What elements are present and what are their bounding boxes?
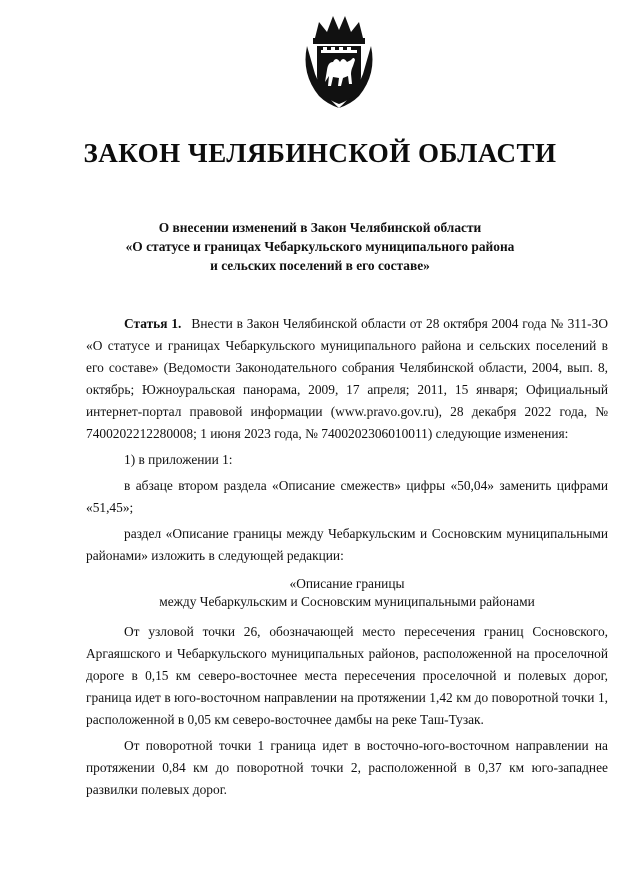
- subtitle-line: «О статусе и границах Чебаркульского муниципального района: [125, 239, 515, 254]
- body-paragraph: в абзаце втором раздела «Описание смежеств» цифры «50,04» заменить цифрами «51,45»;: [86, 478, 608, 515]
- law-subtitle: [60, 218, 580, 275]
- section-heading-line: «Описание границы: [289, 576, 405, 591]
- subtitle-line: и сельских поселений в его составе»: [210, 258, 430, 273]
- body-paragraph: От узловой точки 26, обозначающей место пересечения границ Сосновского, Аргаяшского и Чебаркульского муниципальных районов, расположенной на проселочной дороге в 0,15 км северо-восточнее места пересечения проселочной и полевых дорог, граница идет в юго-восточном направлении на протяжении 1,42 км до поворотной точки 1, расположенной в 0,05 км северо-восточнее дамбы на реке Таш-Тузак.: [86, 624, 608, 727]
- article-label: Статья 1.: [124, 316, 182, 331]
- document-body: [86, 313, 608, 805]
- list-item: 1) в приложении 1:: [124, 452, 233, 467]
- section-heading: [86, 575, 608, 611]
- chelyabinsk-coat-of-arms-icon: [297, 12, 381, 112]
- section-heading-line: между Чебаркульским и Сосновским муниципальными районами: [159, 594, 535, 609]
- article-intro-text: Внести в Закон Челябинской области от 28 октября 2004 года № 311-ЗО «О статусе и границах Чебаркульского муниципального района и сельских поселений в его составе» (Ведомости Законодательного собрания Челябинской области, 2004, вып. 8, октябрь; Южноуральская панорама, 2009, 17 апреля; 2011, 15 января; Официальный интернет-портал правовой информации (www.pravo.gov.ru), 28 декабря 2022 года, № 7400202212280008; 1 июня 2023 года, № 7400202306010011) следующие изменения:: [86, 316, 608, 441]
- body-paragraph: раздел «Описание границы между Чебаркульским и Сосновским муниципальными районами» изложить в следующей редакции:: [86, 526, 608, 563]
- subtitle-line: О внесении изменений в Закон Челябинской области: [158, 220, 482, 235]
- article-intro-paragraph: [86, 313, 608, 445]
- law-title: ЗАКОН ЧЕЛЯБИНСКОЙ ОБЛАСТИ: [83, 138, 557, 168]
- body-paragraph: От поворотной точки 1 граница идет в восточно-юго-восточном направлении на протяжении 0,84 км до поворотной точки 2, расположенной в 0,37 км юго-западнее развилки полевых дорог.: [86, 738, 608, 797]
